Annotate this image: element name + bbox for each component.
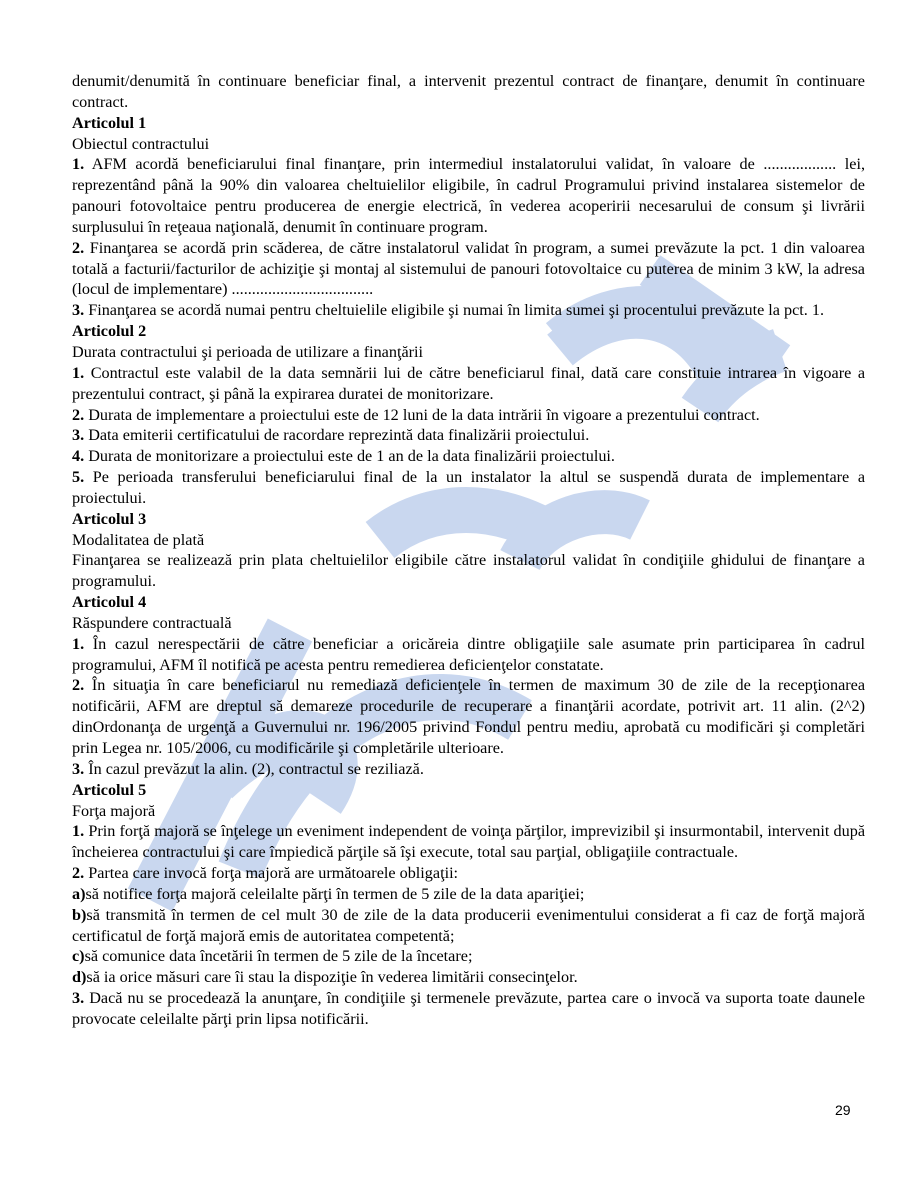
item-number: 2. [72,405,85,424]
item-text: Finanţarea se acordă numai pentru cheltuielile eligibile şi numai în limita sumei şi procentului prevăzute la pct. 1. [88,301,825,320]
article-1-title: Obiectul contractului [72,134,210,153]
item-text: Dacă nu se procedează la anunţare, în condiţiile şi termenele prevăzute, partea care o invocă va suporta toate daunele provocate celeilalte părţi prin lipsa notificării. [72,989,866,1028]
item-text: Data emiterii certificatului de racordare reprezintă data finalizării proiectului. [88,426,590,445]
item-number: a) [72,884,86,903]
article-2-item [72,405,865,426]
article-1-item [72,300,865,321]
item-number: 5. [72,468,85,487]
item-number: 3. [72,301,85,320]
article-2-item [72,363,865,405]
article-2-title: Durata contractului şi perioada de utilizare a finanţării [72,342,424,361]
article-2-item [72,425,865,446]
article-5-title: Forţa majoră [72,801,156,820]
item-text: să comunice data încetării în termen de 5 zile de la încetare; [84,947,473,966]
item-text: În cazul nerespectării de către beneficiar a oricăreia dintre obligaţiile sale asumate prin participarea în cadrul programului, AFM îl notifică pe acesta pentru remedierea deficienţelor constatate. [72,634,865,674]
item-number: 3. [72,426,85,445]
item-text: Partea care invocă forţa majoră are următoarele obligaţii: [88,864,459,883]
item-text: Contractul este valabil de la data semnării lui de către beneficiarul final, dată care constituie intrarea în vigoare a prezentului contract, şi până la expirarea duratei de monitorizare. [72,363,866,403]
item-number: 3. [72,759,85,778]
item-number: 1. [72,155,85,174]
article-5-item [72,863,865,884]
article-4-item [72,759,865,780]
article-5-heading: Articolul 5 [72,780,147,799]
article-2-item [72,446,865,467]
item-text: Durata de implementare a proiectului este de 12 luni de la data intrării în vigoare a prezentului contract. [88,405,760,424]
item-text: Durata de monitorizare a proiectului este de 1 an de la data finalizării proiectului. [88,447,615,466]
item-text: Prin forţă majoră se înţelege un eveniment independent de voinţa părţilor, imprevizibil şi insurmontabil, intervenit după încheierea contractului şi care împiedică părţile să îşi execute, total sau parţial, obligaţiile contractuale. [72,822,866,862]
article-3-body: Finanţarea se realizează prin plata cheltuielilor eligibile către instalatorul validat în condiţiile ghidului de finanţare a programului. [72,551,865,591]
item-number: 4. [72,447,85,466]
article-4-item [72,675,865,758]
article-5-item [72,988,865,1030]
article-1-heading: Articolul 1 [72,113,147,132]
document-page [72,71,865,1030]
intro-paragraph: denumit/denumită în continuare beneficiar final, a intervenit prezentul contract de finanţare, denumit în continuare contract. [72,72,865,111]
article-1-item [72,238,865,301]
item-number: 2. [72,676,85,695]
item-text: AFM acordă beneficiarului final finanţare, prin intermediul instalatorului validat, în valoare de .................. lei, reprezentând până la 90% din valoarea cheltuielilor eligibile, în cadrul Programului privind instalarea sistemelor de panouri fotovoltaice pentru producerea de energie electrică, în vederea acoperirii necesarului de consum şi livrării surplusului în reţeaua naţională, denumit în continuare program. [72,155,865,236]
article-2-item [72,467,865,509]
item-number: 1. [72,363,85,382]
article-5-item [72,821,865,863]
item-number: 2. [72,864,85,883]
article-2-heading: Articolul 2 [72,322,147,341]
item-text: Finanţarea se acordă prin scăderea, de către instalatorul validat în program, a sumei prevăzute la pct. 1 din valoarea totală a facturii/facturilor de achiziţie şi montaj al sistemului de panouri fotovoltaice cu puterea de minim 3 kW, la adresa (locul de implementare) ................................... [72,238,865,299]
item-number: c) [72,947,85,966]
item-number: 2. [72,238,85,257]
article-5-item [72,946,865,967]
item-text: În cazul prevăzut la alin. (2), contractul se reziliază. [88,759,424,778]
item-number: 1. [72,822,85,841]
item-text: Pe perioada transferului beneficiarului final de la un instalator la altul se suspendă durata de implementare a proiectului. [72,468,866,507]
item-text: să ia orice măsuri care îi stau la dispoziţie în vederea limitării consecinţelor. [86,968,578,987]
item-number: 1. [72,634,85,653]
article-3-title: Modalitatea de plată [72,530,205,549]
article-5-item [72,884,865,905]
item-number: d) [72,968,87,987]
article-1-item [72,154,865,237]
article-4-heading: Articolul 4 [72,593,147,612]
article-4-title: Răspundere contractuală [72,613,232,632]
item-text: să notifice forţa majoră celeilalte părţi în termen de 5 zile de la data apariţiei; [85,884,585,903]
article-5-item [72,967,865,988]
article-4-item [72,634,865,676]
article-3-heading: Articolul 3 [72,509,147,528]
page-number: 29 [835,1102,851,1118]
item-text: În situaţia în care beneficiarul nu remediază deficienţele în termen de maximum 30 de zile de la recepţionarea notificării, AFM are dreptul să demareze procedurile de recuperare a finanţării acordate, potrivit art. 11 alin. (2^2) dinOrdonanţa de urgenţă a Guvernului nr. 196/2005 privind Fondul pentru mediu, aprobată cu modificări şi completări prin Legea nr. 105/2006, cu modificările şi completările ulterioare. [72,676,866,757]
item-number: 3. [72,989,85,1008]
article-5-item [72,905,865,947]
item-text: să transmită în termen de cel mult 30 de zile de la data producerii evenimentului considerat a fi caz de forţă majoră certificatul de forţă majoră emis de autoritatea competentă; [72,905,865,945]
item-number: b) [72,905,87,924]
